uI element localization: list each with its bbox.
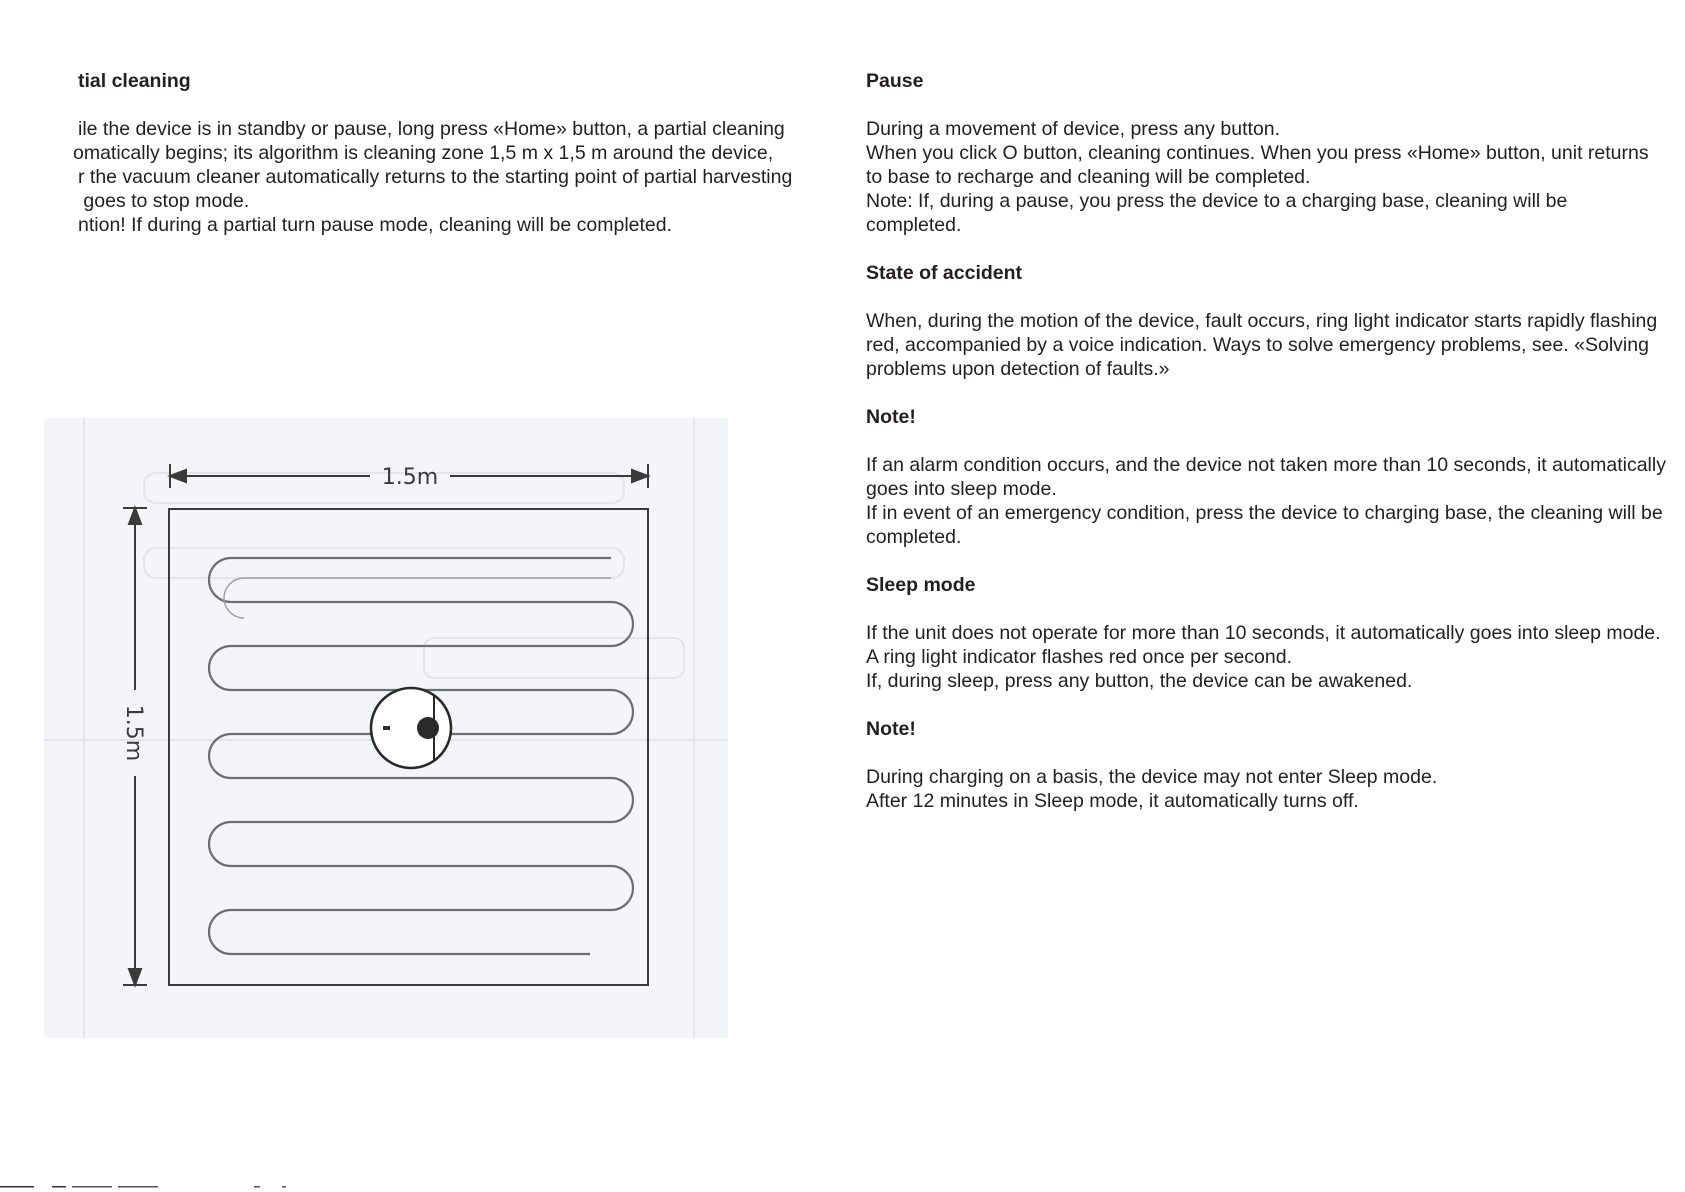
partial-cleaning-line: ile the device is in standby or pause, long press «Home» button, a partial cleaning — [78, 118, 785, 140]
note-text-2: During charging on a basis, the device may not enter Sleep mode. After 12 minutes in Sleep mode, it automatically turns off. — [866, 766, 1438, 812]
print-marks — [0, 1185, 300, 1189]
partial-cleaning-line: goes to stop mode. — [78, 190, 250, 212]
state-of-accident-text: When, during the motion of the device, fault occurs, ring light indicator starts rapidly flashing red, accompanied by a voice indication. Ways to solve emergency problems, see. «Solving problems upon detection of faults.» — [866, 310, 1658, 380]
robot-icon — [371, 688, 451, 768]
partial-cleaning-heading: tial cleaning — [78, 70, 191, 92]
partial-cleaning-diagram — [44, 418, 728, 1038]
sleep-mode-heading: Sleep mode — [866, 574, 976, 596]
left-column — [0, 69, 830, 237]
state-of-accident-heading: State of accident — [866, 262, 1023, 284]
sleep-mode-text: If the unit does not operate for more than 10 seconds, it automatically goes into sleep mode. A ring light indicator flashes red once per second. If, during sleep, press any button, the device can be awakened. — [866, 622, 1661, 692]
pause-heading: Pause — [866, 70, 924, 92]
cleaning-zone-figure — [44, 418, 728, 1038]
right-column — [866, 69, 1666, 813]
partial-cleaning-attention-line: ntion! If during a partial turn pause mode, cleaning will be completed. — [78, 214, 673, 236]
note-heading: Note! — [866, 406, 916, 428]
note-text: If an alarm condition occurs, and the device not taken more than 10 seconds, it automatically goes into sleep mode. If in event of an emergency condition, press the device to charging base, the cleaning will be completed. — [866, 454, 1666, 548]
note-heading-2: Note! — [866, 718, 916, 740]
height-label: 1.5m — [121, 704, 146, 762]
partial-cleaning-line: omatically begins; its algorithm is cleaning zone 1,5 m x 1,5 m around the device, — [73, 142, 774, 164]
partial-cleaning-line: r the vacuum cleaner automatically returns to the starting point of partial harvesting — [78, 166, 793, 188]
width-label: 1.5m — [381, 465, 439, 490]
pause-text: During a movement of device, press any button. When you click O button, cleaning continues. When you press «Home» button, unit returns to base to recharge and cleaning will be completed. Note: If, during a pause, you press the device to a charging base, cleaning will be completed. — [866, 118, 1649, 236]
